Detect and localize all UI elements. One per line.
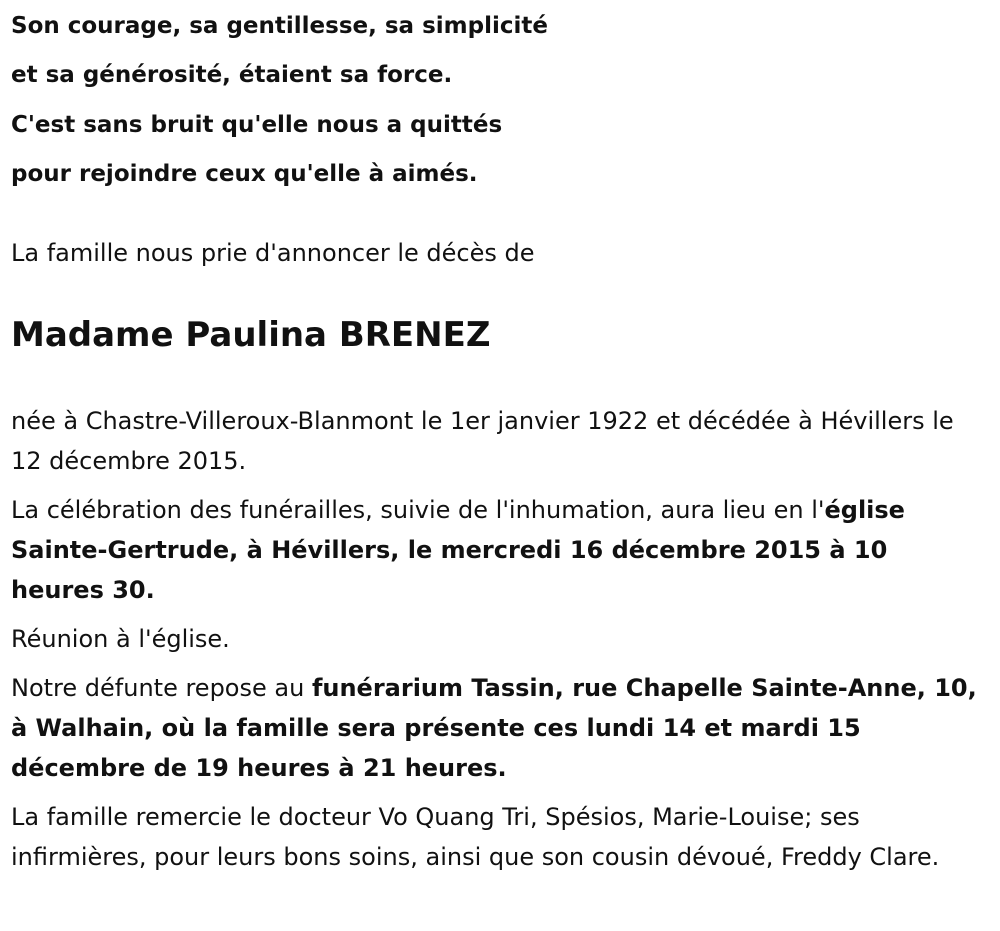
announcement-intro: La famille nous prie d'annoncer le décès de — [11, 239, 535, 267]
viewing-details: funérarium Tassin, rue Chapelle Sainte-Anne, 10, à Walhain, où la famille sera présente ces lundi 14 et mardi 15 décembre de 19 heures à 21 heures. — [11, 674, 977, 782]
ceremony-paragraph — [11, 490, 986, 610]
birth-death-paragraph: née à Chastre-Villeroux-Blanmont le 1er janvier 1922 et décédée à Hévillers le 12 décembre 2015. — [11, 407, 954, 475]
death-notice — [11, 0, 986, 871]
verse-line-4: pour rejoindre ceux qu'elle à aimés. — [11, 160, 478, 187]
meeting-paragraph: Réunion à l'église. — [11, 625, 230, 653]
memorial-verse — [11, 14, 986, 187]
viewing-paragraph — [11, 668, 986, 788]
verse-line-2: et sa générosité, étaient sa force. — [11, 62, 453, 89]
ceremony-lead: La célébration des funérailles, suivie de l'inhumation, aura lieu en l' — [11, 496, 825, 524]
verse-line-1: Son courage, sa gentillesse, sa simplicité — [11, 13, 548, 39]
verse-line-3: C'est sans bruit qu'elle nous a quittés — [11, 111, 503, 138]
viewing-lead: Notre défunte repose au — [11, 674, 312, 702]
deceased-name: Madame Paulina BRENEZ — [11, 315, 491, 355]
ceremony-details: église Sainte-Gertrude, à Hévillers, le mercredi 16 décembre 2015 à 10 heures 30. — [11, 496, 905, 604]
thanks-paragraph: La famille remercie le docteur Vo Quang Tri, Spésios, Marie-Louise; ses infirmières, pour leurs bons soins, ainsi que son cousin dévoué, Freddy Clare. — [11, 803, 940, 871]
notice-body — [11, 401, 986, 886]
